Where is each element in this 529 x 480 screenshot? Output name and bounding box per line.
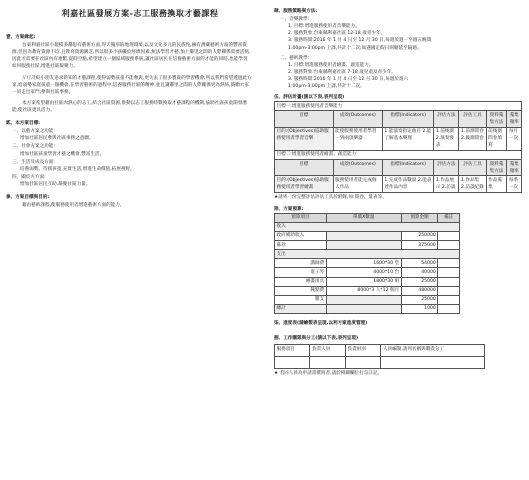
table-header: 評估方法	[434, 111, 459, 127]
section-heading: 柒、進度表(請繪製表呈現,以利方案進度管理)	[274, 320, 368, 326]
budget-unit	[326, 231, 401, 240]
table-cell: 作品蒐集	[486, 176, 507, 192]
team-note: ★ 若同人員為申請書撰寫者,請於相關欄位打勾註記。	[274, 371, 383, 377]
section-heading: 參、方案目標與目的:	[6, 195, 50, 201]
budget-amount: 54000	[401, 259, 438, 268]
table-cell: 目的:(Objectives)協助服務使用者學習繪畫	[275, 176, 334, 192]
table-cell: 每月一次	[507, 127, 522, 150]
table-cell: 1.完成作品數量 2.能表達作品內容	[382, 176, 433, 192]
strategy-heading: 二、藝術教學:	[280, 55, 310, 61]
table-header: 預算項目	[275, 213, 327, 222]
table-header: 資料蒐集方法	[486, 160, 507, 176]
budget-note	[438, 304, 460, 313]
budget-note	[438, 286, 460, 295]
table-cell	[310, 357, 345, 369]
strategy-line: 1:00pm-3:00pm 上課,共計十二次;如遇國定假日則順延至隔週。	[288, 45, 422, 51]
evaluation-goal: 目標一:增進服務使用者音樂能力	[275, 102, 522, 111]
section-heading: 壹、方案緣起:	[6, 35, 36, 40]
evaluation-table	[274, 101, 522, 192]
table-header: 成效(Outcomes)	[333, 160, 382, 176]
strategy-line: 2. 服務對象:台東縣利嘉社區 12-18 歲青少年。	[288, 31, 386, 37]
goal-text: 增加社區孩童學習才藝之機會,豐富生活。	[20, 151, 105, 157]
budget-unit: 1800*30 組	[326, 277, 401, 286]
budget-item: 募款	[275, 241, 327, 250]
table-header: 蒐集頻率	[507, 111, 522, 127]
table-cell: 每季一次	[507, 176, 522, 192]
table-header: 評估工具	[459, 160, 486, 176]
budget-item: 政府補助收入	[275, 231, 327, 240]
budget-category: 收入	[275, 222, 460, 231]
table-header: 備註	[438, 213, 460, 222]
budget-amount: 25000	[401, 295, 438, 304]
table-cell: 1.作品展示 2.訪談	[434, 176, 459, 192]
table-header: 資料蒐集方法	[486, 111, 507, 127]
table-cell: 1.能演奏指定曲目 2.能了解基本樂理	[382, 127, 433, 150]
table-cell: 能使服務使用者學習一到兩項樂器	[333, 127, 382, 150]
budget-amount: 375000	[401, 241, 438, 250]
table-cell: 服務使用者能完成個人作品	[333, 176, 382, 192]
right-column	[274, 8, 522, 377]
table-header: 評估工具	[459, 111, 486, 127]
budget-total-label: 總計	[275, 304, 327, 313]
goal-text: 培養弱勢、待援孩童,充實生活,增進生命價值,拓展視野。	[20, 166, 135, 172]
document-title: 利嘉社區發展方案-志工服務換取才藝課程	[61, 8, 219, 18]
budget-unit: 1600*30 堂	[326, 259, 401, 268]
goal-heading: 四、關於方方面:	[12, 174, 46, 180]
section-heading: 捌、工作團隊與分工(請以下表,表列呈現)	[274, 336, 359, 342]
budget-item: 電子琴	[275, 268, 327, 277]
section-heading: 肆、服務策略與方法:	[274, 9, 318, 14]
strategy-line: 1:00pm-3:00pm 上課,共計十二次。	[288, 84, 365, 90]
budget-amount: 480000	[401, 286, 438, 295]
goal-text: 增加社區居民互助,凝聚社區力量。	[20, 181, 91, 187]
evaluation-note: ★請列一份完整評估評估工具於附錄,如:問卷、量表等。	[274, 194, 387, 200]
table-cell	[275, 357, 310, 369]
budget-note	[438, 277, 460, 286]
budget-item: 繪畫用具	[275, 277, 327, 286]
strategy-line: 3. 服務時間:2016 年 1 月 4 日至 12 月 30 日,每週於週六	[288, 76, 409, 82]
strategy-line: 1. 目標:增進服務使用者繪畫、創造能力。	[288, 62, 374, 68]
budget-item: 雜支	[275, 295, 327, 304]
left-column	[6, 30, 252, 209]
table-header: 指標(Indicators)	[382, 111, 433, 127]
budget-note	[438, 231, 460, 240]
budget-unit	[326, 241, 401, 250]
table-header: 目標	[275, 160, 334, 176]
table-header: 負責人員	[310, 345, 345, 357]
strategy-line: 3. 服務時間:2016 年 1 月 4 日至 12 月 30 日,每週於週一至週五晚間	[288, 38, 432, 44]
table-cell: 1.前後測 2.演奏發表	[434, 127, 459, 150]
goal-heading: 一、以藝方案之功能:	[12, 129, 55, 135]
section-heading: 陸、方案預算:	[274, 206, 304, 212]
paragraph: 本方案希望藉由社區內熱心的志工,結合社區資源,推動以志工服務時數換取才藝課程的機制,協助社區孩童開發潛能,使社區更具活力。	[12, 100, 247, 113]
budget-amount: 40000	[401, 268, 438, 277]
table-header: 蒐集頻率	[507, 160, 522, 176]
budget-item: 講師費	[275, 259, 327, 268]
budget-note	[438, 268, 460, 277]
goal-heading: 二、社會方案之功能:	[12, 144, 55, 150]
section-heading: 貳、本方案目標:	[6, 121, 40, 127]
budget-unit: 4000*10 台	[326, 268, 401, 277]
paragraph: 台東利嘉社區小規模多鄰思有藝術方面,得天獨厚的地理環境,以及文化多元的民族性,擁有潛藏藝術方面的豐富資源;但因為教育資源不均,且教育資源匱乏,所以很多小孩礙於經濟因素,無法學習才藝,加上鄰里之間的人際關係需要活絡,因此才需要在社區內有連繫,從時空點,希望建立一個區域服務系統,讓社區居民在培養藝術方面的才能的同時,也能學習如何服務社區,增進社區凝聚力。	[12, 43, 251, 70]
budget-item: 鐘點費	[275, 286, 327, 295]
budget-amount: 250000	[401, 231, 438, 240]
table-header: 評估方法	[434, 160, 459, 176]
goal-heading: 三、生活及成長方面:	[12, 159, 55, 165]
budget-note	[438, 241, 460, 250]
budget-table	[274, 213, 460, 314]
table-header: 指標(Indicators)	[382, 160, 433, 176]
budget-category: 支出	[275, 250, 460, 259]
table-cell	[345, 357, 380, 369]
section-heading: 伍、評估計畫(請以下表,表列呈現)	[274, 95, 345, 101]
budget-unit	[326, 304, 401, 313]
budget-note	[438, 259, 460, 268]
paragraph: 藉由藝術課程,使服務使用者增進藝術方面的能力。	[22, 203, 125, 209]
table-header: 目標	[275, 111, 334, 127]
strategy-line: 1. 目標:增進服務使用者音樂能力。	[288, 24, 360, 30]
table-cell	[381, 357, 484, 369]
budget-unit	[326, 295, 401, 304]
table-cell: 目的:(Objectives)協助服務使用者學習音樂	[275, 127, 334, 150]
strategy-heading: 一、音樂教學:	[280, 17, 310, 23]
table-header: 負責組別	[345, 345, 380, 357]
table-cell: 1.前測問卷 2.後測問卷	[459, 127, 486, 150]
table-header: 成效(Outcomes)	[333, 111, 382, 127]
budget-unit: 8000*3 人*12 個月	[326, 286, 401, 295]
table-cell: 前後測問卷填寫	[486, 127, 507, 150]
team-table	[274, 344, 485, 369]
goal-text: 增加社區居民參與社區事務之意願。	[20, 136, 94, 142]
strategy-line: 2. 服務對象:台東縣利嘉社區 7-18 歲兒童及青少年。	[288, 69, 397, 75]
table-header: 人員編制,請列名稱與職責分工	[381, 345, 484, 357]
evaluation-goal: 目標二:增進服務使用者繪畫、創造能力	[275, 150, 522, 159]
table-header: 預算金額	[401, 213, 438, 222]
budget-amount: 25000	[401, 277, 438, 286]
table-cell: 1.作品集 2.訪談紀錄	[459, 176, 486, 192]
table-header: 單價X數量	[326, 213, 401, 222]
budget-total: 1000	[401, 304, 438, 313]
paragraph: 斤斤計較小朋友追求新知的才藝課程,使得弱勢孩童不能參與,更失去了很多寶貴的學習機會;所以我們希望透過此方案,給弱勢家庭孩童一個機會,在學習藝術的過程中,培養服務社區的精神,並且讓鄰里之間的人際關係更為熱絡,鼓勵大家一同走出家門,參與社區事務。	[12, 75, 252, 95]
table-header: 服務項目	[275, 345, 310, 357]
budget-note	[438, 295, 460, 304]
